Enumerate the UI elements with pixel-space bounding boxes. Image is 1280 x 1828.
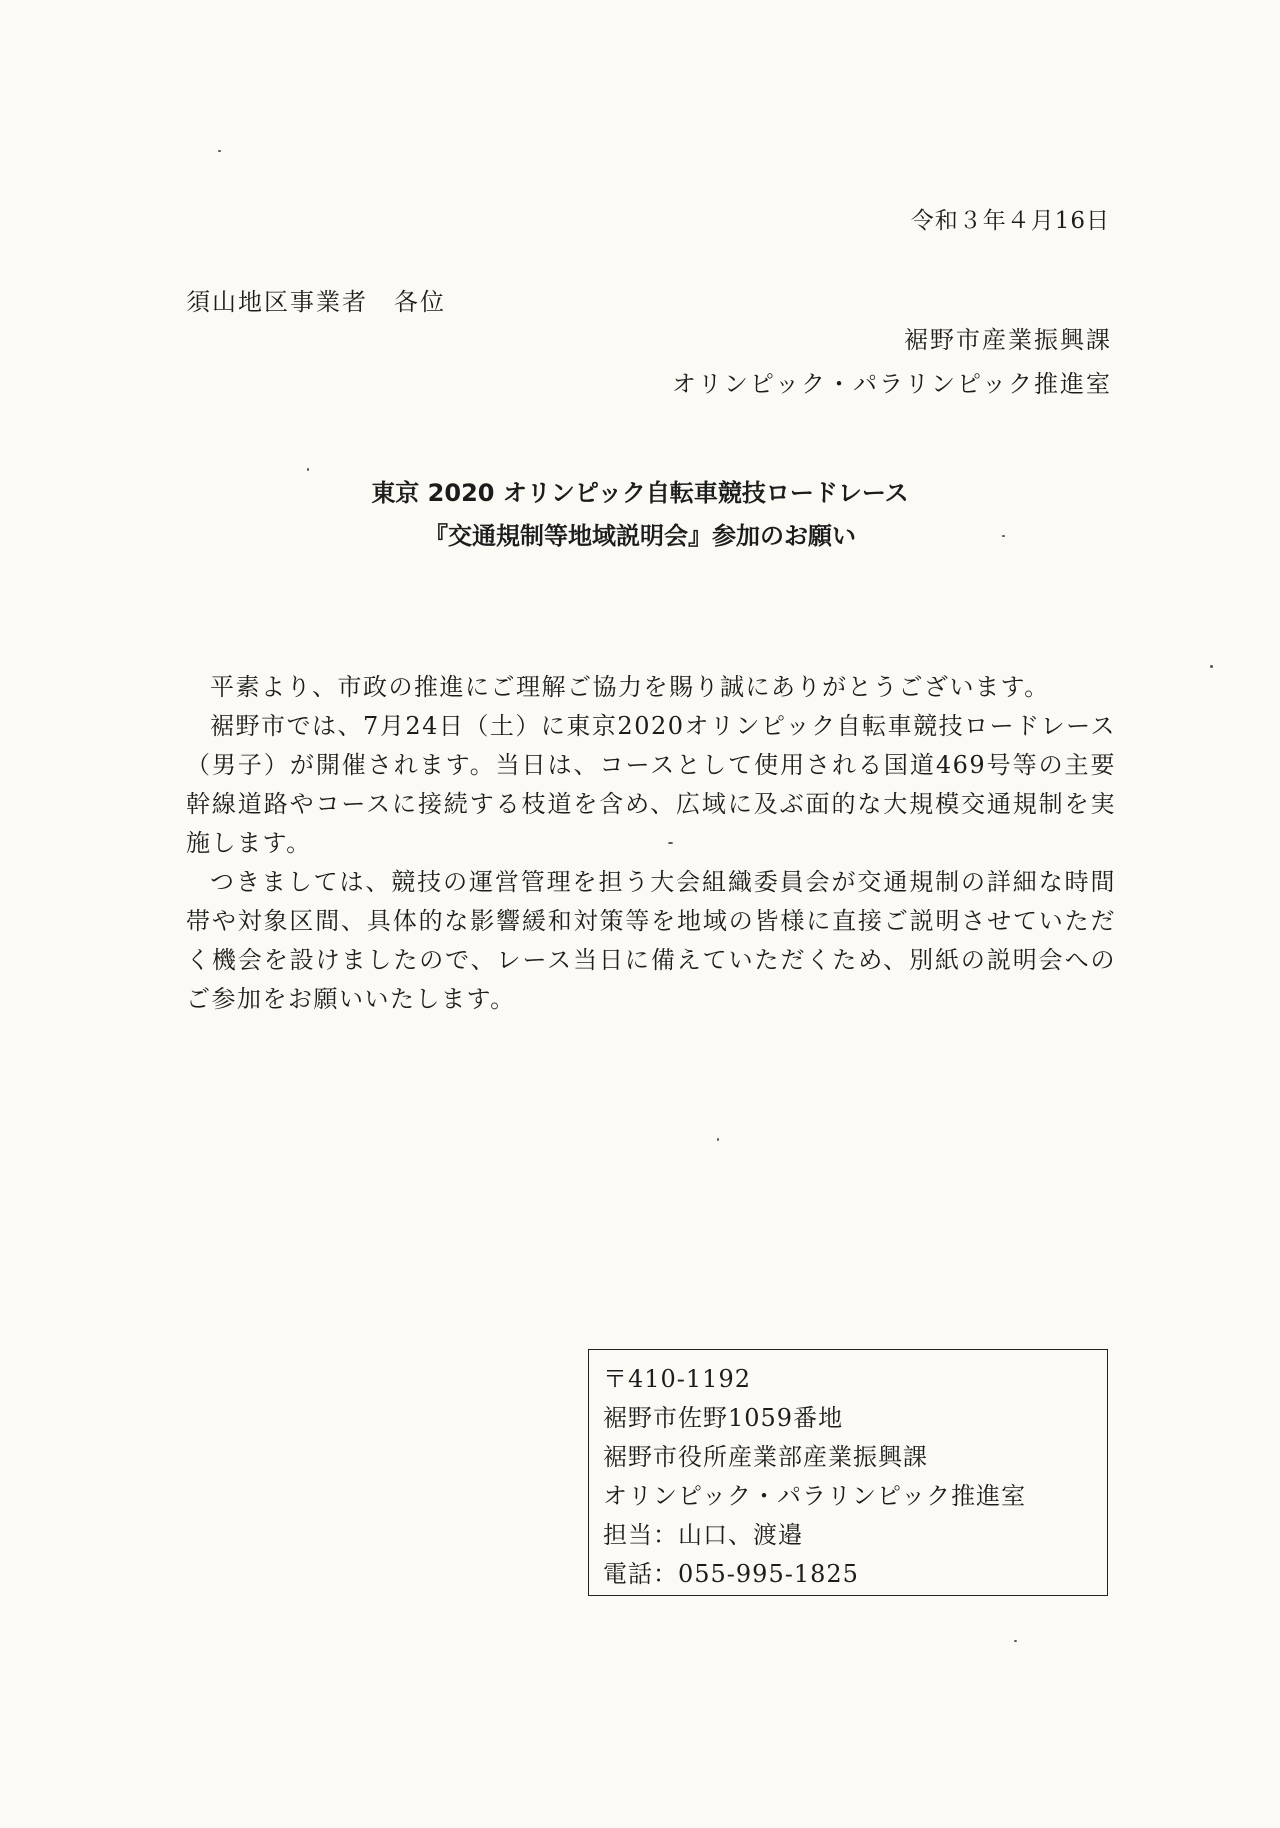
recipient: 須山地区事業者 各位 (186, 288, 446, 316)
body-paragraph-2: 裾野市では、7月24日（土）に東京2020オリンピック自転車競技ロードレース（男子）が開催されます。当日は、コースとして使用される国道469号等の主要幹線道路やコースに接続する枝道を含め、広域に及ぶ面的な大規模交通規制を実施します。 (186, 712, 1116, 857)
contact-office-2: オリンピック・パラリンピック推進室 (603, 1482, 1027, 1510)
body-paragraph-3: つきましては、競技の運営管理を担う大会組織委員会が交通規制の詳細な時間帯や対象区間、具体的な影響緩和対策等を地域の皆様に直接ご説明させていただく機会を設けましたので、レース当日に備えていただくため、別紙の説明会へのご参加をお願いいたします。 (186, 868, 1116, 1013)
scan-speck (1014, 1640, 1017, 1642)
sender-department: 裾野市産業振興課 (904, 326, 1112, 354)
scan-speck (668, 842, 673, 844)
sender-office: オリンピック・パラリンピック推進室 (671, 370, 1112, 398)
scan-speck (1002, 535, 1005, 537)
contact-address: 裾野市佐野1059番地 (603, 1404, 844, 1432)
sender-block (672, 318, 1112, 406)
scan-speck (218, 150, 221, 152)
letter-date: 令和３年４月16日 (910, 208, 1110, 234)
scan-speck (717, 1138, 719, 1141)
contact-phone: 電話：055-995-1825 (603, 1560, 859, 1588)
scan-speck (307, 468, 309, 471)
scan-speck (1210, 665, 1213, 668)
contact-office: 裾野市役所産業部産業振興課 (603, 1443, 928, 1471)
contact-postal-code: 〒410-1192 (603, 1365, 751, 1393)
body-paragraph-1: 平素より、市政の推進にご理解ご協力を賜り誠にありがとうございます。 (210, 673, 1050, 701)
title-line-2: 『交通規制等地域説明会』参加のお願い (424, 522, 856, 550)
contact-box (588, 1349, 1108, 1596)
letter-title (0, 472, 1280, 558)
letter-body (186, 668, 1116, 1019)
title-line-1: 東京 2020 オリンピック自転車競技ロードレース (371, 479, 909, 507)
contact-person: 担当：山口、渡邉 (603, 1521, 803, 1549)
